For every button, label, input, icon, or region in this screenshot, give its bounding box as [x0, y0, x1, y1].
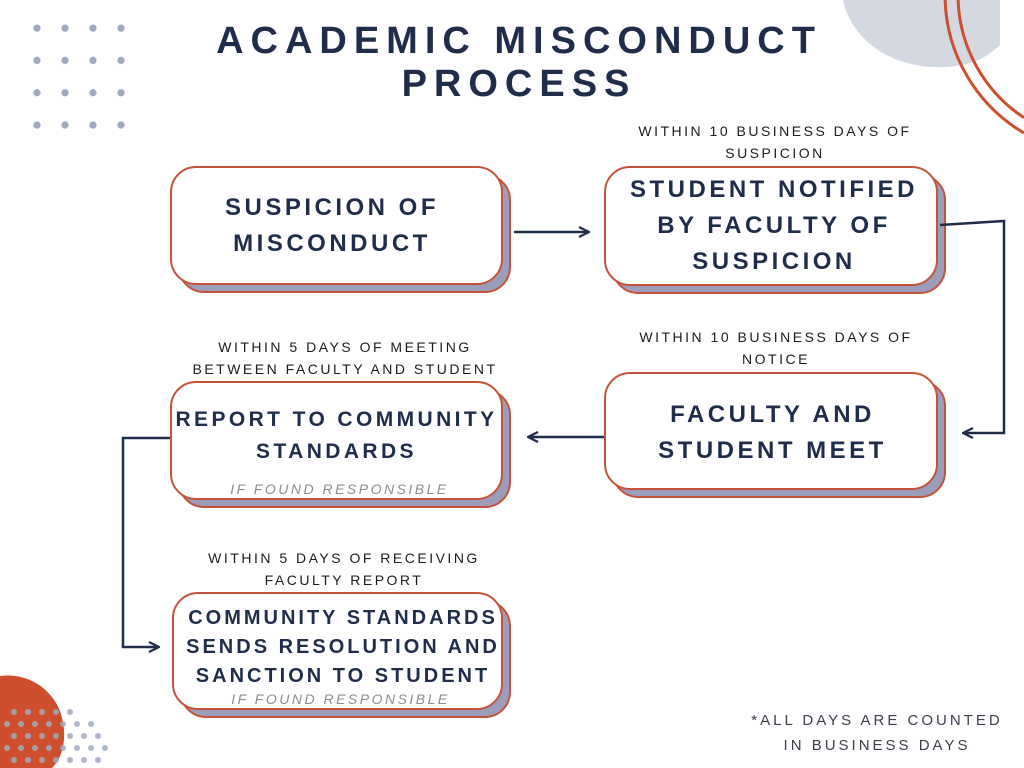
step-card [170, 381, 503, 500]
step-text-line: COMMUNITY STANDARDS [188, 606, 498, 629]
timeframe-line: WITHIN 5 DAYS OF RECEIVING [208, 550, 480, 566]
step-resolution-and-sanction [172, 592, 503, 710]
decorative-dot [95, 757, 101, 763]
title-line: ACADEMIC MISCONDUCT [216, 20, 822, 62]
decorative-dot [11, 733, 17, 739]
step-student-notified [604, 166, 938, 286]
decorative-dot [102, 745, 108, 751]
decorative-dot [39, 709, 45, 715]
step-text-line: MISCONDUCT [233, 229, 431, 257]
decorative-dot [18, 745, 24, 751]
decorative-dot [53, 709, 59, 715]
step-text-line: STUDENT MEET [658, 437, 887, 464]
decorative-dot [81, 733, 87, 739]
dot-cluster-bottom-left [4, 709, 108, 763]
timeframe-line: WITHIN 5 DAYS OF MEETING [218, 339, 472, 355]
decorative-dot [25, 709, 31, 715]
step-card [604, 166, 938, 286]
step-report-to-community-standards [170, 381, 503, 500]
step-text-line: FACULTY AND [670, 401, 875, 428]
decorative-dot [95, 733, 101, 739]
timeframe-resolution-and-sanction [144, 548, 544, 591]
step-text-line: BY FACULTY OF [657, 212, 891, 239]
decorative-dot [32, 721, 38, 727]
arrow-report-to-resolution [123, 438, 170, 647]
decorative-dot [25, 757, 31, 763]
timeframe-faculty-student-meet [576, 327, 976, 370]
timeframe-line: WITHIN 10 BUSINESS DAYS OF [639, 329, 913, 345]
step-condition-note: IF FOUND RESPONSIBLE [230, 481, 449, 497]
decorative-dot [53, 757, 59, 763]
step-text-line: STANDARDS [256, 440, 417, 463]
decorative-dot [88, 745, 94, 751]
step-text-line: STUDENT NOTIFIED [630, 176, 918, 203]
step-faculty-student-meet [604, 372, 938, 490]
step-card [604, 372, 938, 490]
step-text-line: REPORT TO COMMUNITY [175, 408, 498, 431]
decorative-dot [4, 745, 10, 751]
decorative-dot [46, 721, 52, 727]
footnote-line: IN BUSINESS DAYS [783, 737, 971, 754]
decorative-dot [32, 745, 38, 751]
timeframe-line: WITHIN 10 BUSINESS DAYS OF [638, 123, 912, 139]
step-card [172, 592, 503, 710]
decorative-dot [4, 721, 10, 727]
title-line: PROCESS [401, 63, 637, 105]
step-suspicion-of-misconduct [170, 166, 503, 285]
timeframe-student-notified [575, 121, 975, 164]
decorative-dot [39, 733, 45, 739]
decorative-dot [18, 721, 24, 727]
decorative-dot [74, 721, 80, 727]
decorative-dot [81, 757, 87, 763]
decorative-dot [60, 721, 66, 727]
step-text-line: SUSPICION OF [224, 193, 440, 221]
step-card [170, 166, 503, 285]
decorative-dot [88, 721, 94, 727]
decorative-dot [53, 733, 59, 739]
timeframe-report-to-community-standards [145, 337, 545, 380]
timeframe-line: FACULTY REPORT [264, 571, 424, 588]
decorative-dot [74, 745, 80, 751]
footnote [737, 708, 1017, 758]
corner-blob-bottom-left [0, 675, 64, 768]
decorative-dot [39, 757, 45, 763]
decorative-dot [11, 709, 17, 715]
timeframe-line: NOTICE [742, 350, 810, 367]
decorative-dot [25, 733, 31, 739]
decorative-dot [60, 745, 66, 751]
decorative-dot [67, 733, 73, 739]
step-condition-note: IF FOUND RESPONSIBLE [231, 691, 450, 707]
decorative-dot [67, 709, 73, 715]
timeframe-line: SUSPICION [725, 144, 825, 161]
step-text-line: SANCTION TO STUDENT [195, 664, 491, 687]
decorative-dot [67, 757, 73, 763]
page-title [14, 20, 1024, 106]
step-text-line: SUSPICION [692, 248, 856, 275]
footnote-line: *ALL DAYS ARE COUNTED [751, 712, 1003, 729]
timeframe-line: BETWEEN FACULTY AND STUDENT [192, 360, 498, 377]
decorative-dot [46, 745, 52, 751]
decorative-dot [11, 757, 17, 763]
step-text-line: SENDS RESOLUTION AND [186, 635, 500, 658]
